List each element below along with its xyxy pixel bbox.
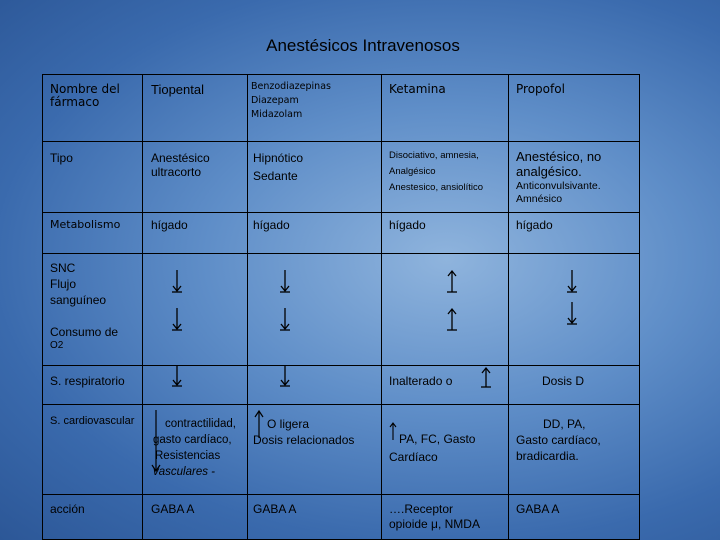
header-diazepam: Diazepam <box>251 95 299 106</box>
tipo-tiopental: Anestésico ultracorto <box>151 151 210 179</box>
label-sanguineo-line: sanguíneo <box>50 293 107 307</box>
cardiovascular-propofol-line: Gasto cardíaco, <box>516 433 601 447</box>
column-divider <box>508 75 509 539</box>
cardiovascular-benzo-line: Dosis relacionados <box>253 433 355 447</box>
arrow-up-icon <box>446 307 458 331</box>
header-drug-name: Nombre del fármaco <box>50 82 120 109</box>
tipo-ketamina-line: Anestesico, ansiolítico <box>389 182 483 193</box>
tipo-benzo-line: Sedante <box>253 169 298 183</box>
label-accion: acción <box>50 502 85 516</box>
cardiovascular-benzo <box>253 416 381 448</box>
tipo-propofol-main: Anestésico, no analgésico. <box>516 149 602 179</box>
metabolismo-benzo: hígado <box>253 218 290 232</box>
arrow-down-icon <box>279 269 291 293</box>
arrow-up-icon <box>446 269 458 293</box>
drug-table <box>42 74 640 540</box>
header-ketamina: Ketamina <box>389 82 446 96</box>
cardiovascular-ketamina-line: Cardíaco <box>389 450 438 464</box>
respiratorio-propofol: Dosis D <box>542 374 585 388</box>
metabolismo-propofol: hígado <box>516 218 553 232</box>
respiratorio-ketamina: Inalterado o <box>389 374 453 388</box>
tipo-ketamina-line: Disociativo, amnesia, <box>389 150 479 161</box>
accion-benzo: GABA A <box>253 502 297 516</box>
label-respiratorio: S. respiratorio <box>50 374 125 388</box>
accion-propofol: GABA A <box>516 502 560 516</box>
accion-ketamina-line: opioide μ, NMDA <box>389 517 480 531</box>
label-snc-line: SNC <box>50 261 76 275</box>
label-cardiovascular: S. cardiovascular <box>50 415 135 427</box>
metabolismo-ketamina: hígado <box>389 218 426 232</box>
tipo-ketamina-line: Analgésico <box>389 166 436 177</box>
page-title: Anestésicos Intravenosos <box>266 36 460 55</box>
label-o2: O2 <box>50 340 64 351</box>
accion-tiopental: GABA A <box>151 502 195 516</box>
row-divider <box>43 212 639 213</box>
arrow-down-icon <box>171 365 183 387</box>
row-divider <box>43 365 639 366</box>
cardiovascular-propofol-line: DD, PA, <box>543 417 586 431</box>
cardiovascular-propofol <box>516 416 634 464</box>
cardiovascular-ketamina <box>389 430 475 466</box>
column-divider <box>142 75 143 539</box>
cardiovascular-benzo-line: O ligera <box>267 417 310 431</box>
arrow-down-icon <box>279 365 291 387</box>
row-divider <box>43 494 639 495</box>
cardiovascular-tiopental-line: contractilidad, <box>165 418 236 430</box>
tipo-benzo <box>253 149 303 185</box>
arrow-down-icon <box>279 307 291 331</box>
header-benzodiazepinas <box>251 80 331 122</box>
arrow-up-icon <box>480 366 492 388</box>
header-benzodiazepinas-line: Benzodiazepinas <box>251 81 331 92</box>
label-snc <box>50 260 106 308</box>
row-divider <box>43 253 639 254</box>
column-divider <box>381 75 382 539</box>
cardiovascular-tiopental-line: Resistencias <box>155 450 221 462</box>
cardiovascular-tiopental <box>151 416 247 480</box>
metabolismo-tiopental: hígado <box>151 218 188 232</box>
label-consumo: Consumo de <box>50 325 119 339</box>
header-midazolam: Midazolam <box>251 109 303 120</box>
tipo-propofol-sub: Anticonvulsivante. Amnésico <box>516 180 601 205</box>
accion-ketamina-line: ….Receptor <box>389 502 454 516</box>
row-divider <box>43 141 639 142</box>
cardiovascular-propofol-line: bradicardia. <box>516 449 579 463</box>
tipo-benzo-line: Hipnótico <box>253 151 304 165</box>
arrow-down-icon <box>566 301 578 325</box>
label-flujo-line: Flujo <box>50 277 77 291</box>
header-tiopental: Tiopental <box>151 82 204 97</box>
cardiovascular-ketamina-line: PA, FC, Gasto <box>399 432 476 446</box>
column-divider <box>247 75 248 539</box>
cardiovascular-tiopental-line: vasculares - <box>153 466 215 478</box>
header-propofol: Propofol <box>516 82 565 96</box>
row-divider <box>43 404 639 405</box>
label-tipo: Tipo <box>50 151 73 165</box>
accion-ketamina <box>389 502 480 532</box>
cardiovascular-tiopental-line: gasto cardíaco, <box>153 434 232 446</box>
tipo-ketamina <box>389 148 483 196</box>
arrow-down-icon <box>566 269 578 293</box>
label-metabolismo: Metabolismo <box>50 218 121 231</box>
arrow-down-icon <box>171 307 183 331</box>
arrow-down-icon <box>171 269 183 293</box>
